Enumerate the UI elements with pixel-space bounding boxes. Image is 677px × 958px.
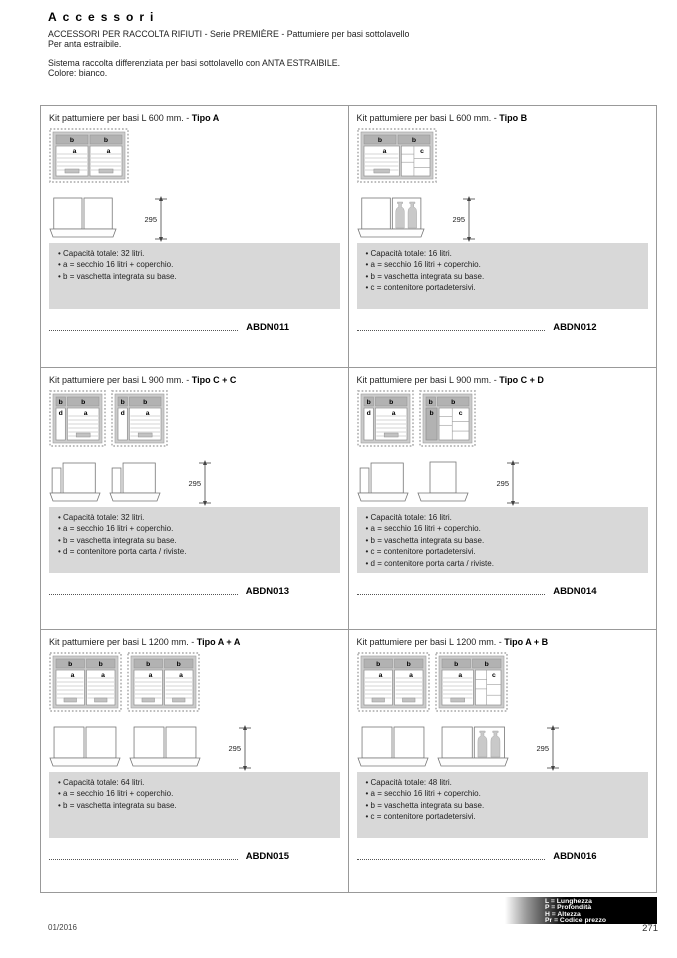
product-code-row [49,586,289,597]
diagram-label: c [419,148,424,155]
product-type: Tipo A + A [196,637,241,647]
side-view-diagram [357,725,649,767]
product-title [49,112,340,124]
dotted-leader [357,593,546,595]
top-view-diagram [357,390,649,447]
dotted-leader [49,593,238,595]
top-view-diagram [49,390,340,447]
spec-line: • d = contenitore porta carta / riviste. [58,546,331,557]
bin-handle [371,698,384,702]
dimension-indicator [491,460,525,506]
diagram-label: b [143,399,148,406]
dimension-value: 295 [188,479,201,488]
dotted-leader [357,329,546,331]
dimension-indicator [223,725,257,771]
side-view-diagram [357,460,649,502]
diagram-label: d [58,410,63,417]
spec-line: • a = secchio 16 litri + coperchio. [58,259,331,270]
top-view-unit [49,128,129,183]
base-tray [358,229,424,237]
product-code-row [357,851,597,862]
top-view-unit [357,390,414,447]
diagram-label: b [58,399,63,406]
side-view-unit [49,725,121,767]
side-view-diagram [49,460,340,502]
dimension-value: 295 [495,479,509,488]
product-title [357,374,649,386]
spec-line: • a = secchio 16 litri + coperchio. [58,788,331,799]
side-view-unit [49,460,101,502]
side-view-unit [417,460,469,502]
bin-handle [142,698,155,702]
spec-box [357,507,649,573]
top-view-diagram [357,128,649,183]
product-cell-abdn015 [41,630,349,892]
diagram-label: b [146,661,151,668]
bin-handle [138,433,152,437]
spec-line: • a = secchio 16 litri + coperchio. [366,788,640,799]
spec-line: • b = vaschetta integrata su base. [366,800,640,811]
side-view-diagram [357,196,649,238]
legend-line: H = Altezza [545,910,581,918]
diagram-label: b [69,137,75,144]
dotted-leader [49,858,238,860]
diagram-label: b [453,661,458,668]
page-number: 271 [642,923,658,934]
bin-handle [172,698,185,702]
spec-line: • b = vaschetta integrata su base. [58,800,331,811]
product-title [357,636,649,648]
spec-line: • b = vaschetta integrata su base. [58,271,331,282]
top-view-unit [357,128,437,183]
bin-handle [99,169,113,173]
dimension-value: 295 [144,215,157,224]
product-code-row [49,851,289,862]
top-view-unit [49,390,106,447]
dimension-value: 295 [451,215,465,224]
side-view-unit [49,196,117,238]
base-tray [130,758,200,766]
top-view-unit [127,652,200,712]
diagram-label: b [120,399,125,406]
top-view-unit [357,652,430,712]
product-type: Tipo B [499,113,528,123]
product-code: ABDN014 [553,586,597,597]
top-view-diagram [49,128,340,183]
diagram-label: b [81,399,86,406]
diagram-label: a [148,672,153,679]
product-title [49,374,340,386]
base-tray [438,758,508,766]
side-view-diagram [49,725,340,767]
dimension-indicator [139,196,173,242]
product-code: ABDN011 [246,322,289,333]
product-title-text: Kit pattumiere per basi L 600 mm. - [49,113,192,123]
dotted-leader [49,329,238,331]
spec-line: • c = contenitore portadetersivi. [366,282,640,293]
spec-box [357,243,649,309]
product-title-text: Kit pattumiere per basi L 900 mm. - [49,375,192,385]
base-tray [358,758,428,766]
spec-box [49,772,340,838]
product-code-row [357,586,597,597]
spec-line: • b = vaschetta integrata su base. [366,271,640,282]
diagram-label: a [145,410,150,417]
diagram-label: b [103,137,109,144]
diagram-label: a [378,672,382,679]
page-subtitle-2: Per anta estraibile. [48,39,122,49]
diagram-label: b [377,137,382,144]
diagram-label: b [68,661,73,668]
product-code-row [357,322,597,333]
spec-box [49,243,340,309]
diagram-label: a [101,672,105,679]
spec-line: • Capacità totale: 64 litri. [58,777,331,788]
product-code: ABDN016 [553,851,597,862]
diagram-label: a [70,672,75,679]
diagram-label: c [491,672,496,679]
dimension-indicator [183,460,217,506]
footer-date: 01/2016 [48,923,77,932]
spec-line: • b = vaschetta integrata su base. [366,535,640,546]
page-title: Accessori [48,10,160,24]
top-view-diagram [357,652,649,712]
diagram-label: b [406,661,411,668]
product-title-text: Kit pattumiere per basi L 1200 mm. - [356,637,505,647]
diagram-label: a [179,672,183,679]
diagram-label: b [176,661,181,668]
spec-line: • Capacità totale: 32 litri. [58,512,331,523]
spec-box [357,772,649,838]
product-title-text: Kit pattumiere per basi L 900 mm. - [356,375,500,385]
product-cell-abdn013 [41,368,349,630]
diagram-label: a [83,410,88,417]
diagram-label: b [375,661,380,668]
legend-line: P = Profondità [545,904,592,912]
side-view-unit [357,725,429,767]
bin-handle [76,433,90,437]
product-title [49,636,340,648]
intro-line-2: Colore: bianco. [48,68,108,78]
bin-handle [450,698,464,702]
product-type: Tipo C + C [191,375,237,385]
diagram-label: a [457,672,462,679]
side-view-unit [437,725,509,767]
bin-handle [94,698,107,702]
dimension-value: 295 [535,744,549,753]
spec-line: • Capacità totale: 16 litri. [366,248,640,259]
top-view-unit [49,652,122,712]
spec-box [49,507,340,573]
top-view-unit [435,652,508,712]
bin-handle [373,169,389,173]
product-code-row [49,322,289,333]
spec-line: • c = contenitore portadetersivi. [366,811,640,822]
base-tray [358,493,408,501]
product-title [357,112,649,124]
product-title-text: Kit pattumiere per basi L 600 mm. - [356,113,500,123]
diagram-label: b [428,410,434,417]
side-view-unit [357,196,425,238]
spec-line: • Capacità totale: 32 litri. [58,248,331,259]
top-view-unit [111,390,168,447]
spec-line: • a = secchio 16 litri + coperchio. [366,259,640,270]
product-grid [40,105,657,893]
bin-handle [65,169,79,173]
dimension-indicator [447,196,481,242]
diagram-label: a [72,148,77,155]
bin-handle [402,698,415,702]
diagram-label: d [366,410,371,417]
product-type: Tipo A [191,113,220,123]
product-cell-abdn014 [349,368,657,630]
spec-line: • d = contenitore porta carta / riviste. [366,558,640,569]
spec-line: • a = secchio 16 litri + coperchio. [366,523,640,534]
product-cell-abdn011 [41,106,349,368]
side-view-unit [109,460,161,502]
side-view-unit [129,725,201,767]
spec-line: • Capacità totale: 48 litri. [366,777,640,788]
product-type: Tipo C + D [499,375,544,385]
product-code: ABDN013 [245,586,289,597]
dimension-value: 295 [228,744,241,753]
diagram-label: b [366,399,371,406]
spec-line: • c = contenitore portadetersivi. [366,546,640,557]
product-title-text: Kit pattumiere per basi L 1200 mm. - [49,637,197,647]
base-tray [50,758,120,766]
spec-line: • a = secchio 16 litri + coperchio. [58,523,331,534]
diagram-label: a [391,410,396,417]
diagram-label: a [382,148,386,155]
legend-line: Pr = Codice prezzo [545,916,606,924]
base-tray [110,493,160,501]
side-view-unit [357,460,409,502]
top-view-diagram [49,652,340,712]
diagram-label: b [450,399,455,406]
product-type: Tipo A + B [504,637,549,647]
legend-line: L = Lunghezza [545,898,592,905]
base-tray [50,493,100,501]
diagram-label: a [106,148,111,155]
spec-line: • Capacità totale: 16 litri. [366,512,640,523]
diagram-label: b [484,661,489,668]
bin-handle [384,433,398,437]
base-tray [50,229,116,237]
side-view-diagram [49,196,340,238]
dotted-leader [357,858,546,860]
dimension-indicator [531,725,565,771]
diagram-label: b [428,399,433,406]
product-cell-abdn012 [349,106,657,368]
diagram-label: a [408,672,413,679]
top-view-unit [419,390,476,447]
diagram-label: d [120,410,125,417]
spec-line: • b = vaschetta integrata su base. [58,535,331,546]
product-cell-abdn016 [349,630,657,892]
product-code: ABDN012 [553,322,597,333]
intro-line-1: Sistema raccolta differenziata per basi sottolavello con ANTA ESTRAIBILE. [48,58,341,68]
diagram-label: c [458,410,463,417]
diagram-label: b [388,399,393,406]
dimension-legend [505,897,657,924]
page-head [48,10,608,78]
page-subtitle: ACCESSORI PER RACCOLTA RIFIUTI - Serie PREMIÈRE - Pattumiere per basi sottolavello [48,29,410,39]
base-tray [418,493,468,501]
product-code: ABDN015 [245,851,289,862]
diagram-label: b [98,661,103,668]
diagram-label: b [411,137,416,144]
bin-handle [64,698,77,702]
